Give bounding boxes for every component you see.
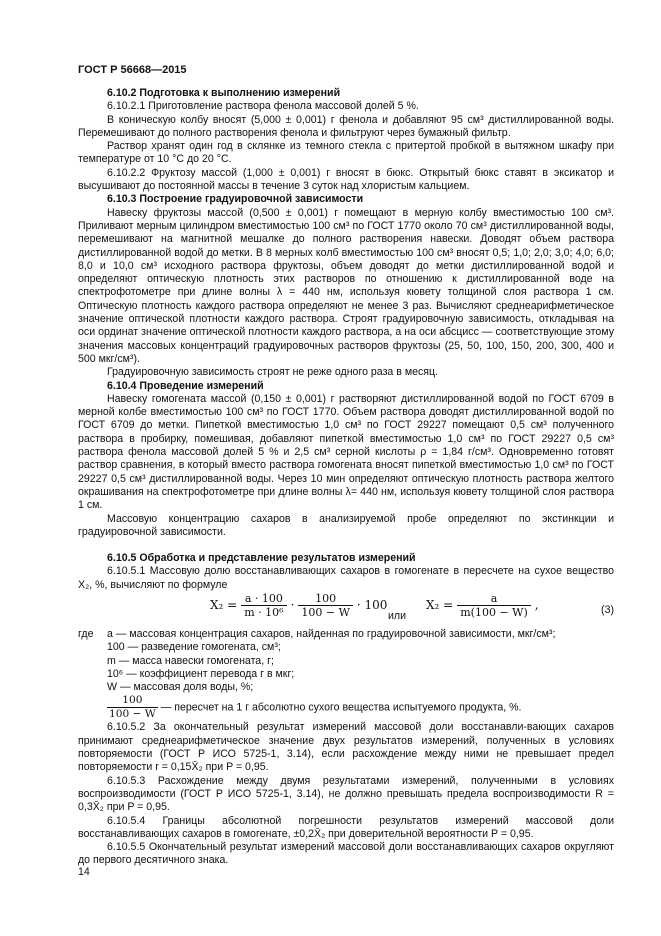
fraction-numerator: a · 100 bbox=[241, 592, 286, 606]
formula-or: или bbox=[388, 609, 407, 622]
paragraph-storage: Раствор хранят один год в склянке из темного стекла с притертой пробкой в вытяжном шкафу при температуре от 10 °С до 20 °С. bbox=[78, 140, 614, 166]
clause-61054: 6.10.5.4 Границы абсолютной погрешности результатов измерений массовой доли восстанавливающих сахаров в гомогенате, ±0,2X̄₂ при доверительной вероятности P = 0,95. bbox=[78, 814, 614, 840]
formula-lhs: X₂ = bbox=[210, 597, 238, 612]
fraction-numerator: a bbox=[457, 592, 531, 606]
clause-61052: 6.10.5.2 За окончательный результат измерений массовой доли восстанавли-вающих сахаров принимают среднеарифметическое значение двух результатов измерений, полученных в условиях повторяемости (ГОСТ Р ИСО 5725-1, 3.14), если расхождение между ними не превышает предел повторяемости r = 0,15X̄₂ при P = 0,95. bbox=[78, 721, 614, 774]
clause-61053: 6.10.5.3 Расхождение между двумя результатами измерений, полученными в условиях воспроизводимости (ГОСТ Р ИСО 5725-1, 3.14), не должно превышать предела воспроизводимости R = 0,3X̄₂ при P = 0,95. bbox=[78, 774, 614, 814]
section-6103-title: 6.10.3 Построение градуировочной зависимости bbox=[107, 193, 364, 206]
definition-100: 100 — разведение гомогената, см³; bbox=[107, 641, 281, 654]
document-body bbox=[78, 87, 614, 868]
formula-comma: , bbox=[534, 597, 539, 612]
paragraph-phenol-prep: В коническую колбу вносят (5,000 ± 0,001) г фенола и добавляют 95 см³ дистиллированной воды. Перемешивают до полного растворения фенола и фильтруют через бумажный фильтр. bbox=[78, 113, 614, 139]
fraction-denominator: 100 − W bbox=[301, 605, 350, 619]
page-number: 14 bbox=[78, 866, 90, 878]
clause-61051: 6.10.5.1 Массовую долю восстанавливающих сахаров в гомогенате в пересчете на сухое вещество X₂, %, вычисляют по формуле bbox=[78, 565, 614, 591]
spacer bbox=[78, 539, 614, 552]
fraction-numerator: 100 bbox=[298, 592, 353, 606]
fraction-denominator: m(100 − W) bbox=[460, 605, 528, 619]
formula-expression-2 bbox=[426, 592, 539, 619]
where-label: где bbox=[78, 627, 94, 640]
definition-w: W — массовая доля воды, %; bbox=[107, 681, 254, 694]
fraction-100-100w-def bbox=[107, 694, 158, 721]
section-6105-title: 6.10.5 Обработка и представление результатов измерений bbox=[107, 552, 416, 565]
paragraph-concentration: Массовую концентрацию сахаров в анализируемой пробе определяют по экстинкции и градуировочной зависимости. bbox=[78, 512, 614, 538]
section-6102-title: 6.10.2 Подготовка к выполнению измерений bbox=[107, 87, 341, 99]
fraction-100-100w bbox=[298, 592, 353, 619]
clause-61021: 6.10.2.1 Приготовление раствора фенола массовой долей 5 %. bbox=[107, 100, 419, 113]
definition-10e6: 10⁶ — коэффициент перевода г в мкг; bbox=[107, 667, 295, 680]
fraction-a-m100w bbox=[457, 592, 531, 619]
paragraph-calibration: Навеску фруктозы массой (0,500 ± 0,001) г помещают в мерную колбу вместимостью 100 см³. Приливают мерным цилиндром вместимостью 100 см³ по ГОСТ 1770 около 70 см³ дистиллированной воды, перемешивают на магнитной мешалке до полного растворения навески. Доводят объем раствора дистиллированной водой до метки. В 8 мерных колб вместимостью 100 см³ вносят 0,5; 1,0; 2,0; 3,0; 4,0; 6,0; 8,0 и 10,0 см³ исходного раствора фруктозы, объем доводят до метки дистиллированной водой и определяют оптическую плотность этих растворов по отношению к дистиллированной воде на спектрофотометре при длине волны λ = 440 нм, используя кювету толщиной слоя раствора 1 см. Оптическую плотность каждого раствора определяют не менее 3 раз. Вычисляют среднеарифметическое значение оптической плотности каждого раствора. Строят градуировочную зависимость, откладывая на оси ординат значение оптической плотности каждого раствора, а на оси абсцисс — соответствующие этому значения массовых концентраций градуировочных растворов фруктозы (25, 50, 100, 150, 200, 300, 400 и 500 мкг/см³). bbox=[78, 206, 614, 365]
fraction-denominator: 100 − W bbox=[109, 708, 156, 721]
clause-61022: 6.10.2.2 Фруктозу массой (1,000 ± 0,001) г вносят в бюкс. Открытый бюкс ставят в эксикатор и высушивают до постоянной массы в течение 3 суток над хлористым кальцием. bbox=[78, 166, 614, 193]
definition-a-text: a — массовая концентрация сахаров, найденная по градуировочной зависимости, мкг/см³; bbox=[107, 627, 556, 640]
formula-3 bbox=[78, 592, 614, 628]
formula-lhs-2: X₂ = bbox=[426, 597, 454, 612]
definition-m: m — масса навески гомогената, г; bbox=[107, 654, 274, 667]
definition-a bbox=[78, 628, 614, 641]
clause-61055: 6.10.5.5 Окончательный результат измерений массовой доли восстанавливающих сахаров округляют до первого десятичного знака. bbox=[78, 841, 614, 867]
fraction-denominator: m · 10⁶ bbox=[244, 605, 284, 619]
fraction-a100-m106 bbox=[241, 592, 286, 619]
definition-fraction-text: — пересчет на 1 г абсолютно сухого вещества испытуемого продукта, %. bbox=[160, 701, 522, 714]
document-header: ГОСТ Р 56668—2015 bbox=[78, 64, 187, 76]
formula-times-100: · 100 bbox=[356, 597, 388, 612]
section-6104-title: 6.10.4 Проведение измерений bbox=[107, 379, 264, 392]
fraction-numerator: 100 bbox=[107, 694, 158, 708]
definition-fraction bbox=[78, 694, 614, 721]
formula-expression-1 bbox=[210, 592, 387, 619]
dot-operator: · bbox=[290, 597, 295, 612]
formula-definitions bbox=[78, 628, 614, 721]
formula-number: (3) bbox=[601, 603, 614, 616]
paragraph-calibration-frequency: Градуировочную зависимость строят не реже одного раза в месяц. bbox=[107, 366, 439, 379]
paragraph-measurement: Навеску гомогената массой (0,150 ± 0,001) г растворяют дистиллированной водой по ГОСТ 6709 в мерной колбе вместимостью 100 см³ по ГОСТ 1770. Объем раствора доводят дистиллированной водой по ГОСТ 6709 до метки. Пипеткой вместимостью 1,0 см³ по ГОСТ 29227 помещают 0,5 см³ полученного раствора в пробирку, помешивая, добавляют пипеткой вместимостью 1,0 см³ по ГОСТ 29227 0,5 см³ раствора фенола массовой долей 5 % и 2,5 см³ серной кислоты ρ = 1,84 г/см³. Одновременно готовят раствор сравнения, в который вместо раствора гомогената вносят пипеткой вместимостью 1,0 см³ по ГОСТ 29227 0,5 см³ дистиллированной воды. Через 10 мин определяют оптическую плотность раствора желтого окрашивания на спектрофотометре при длине волны λ= 440 нм, используя кювету толщиной слоя раствора 1 см. bbox=[78, 392, 614, 512]
